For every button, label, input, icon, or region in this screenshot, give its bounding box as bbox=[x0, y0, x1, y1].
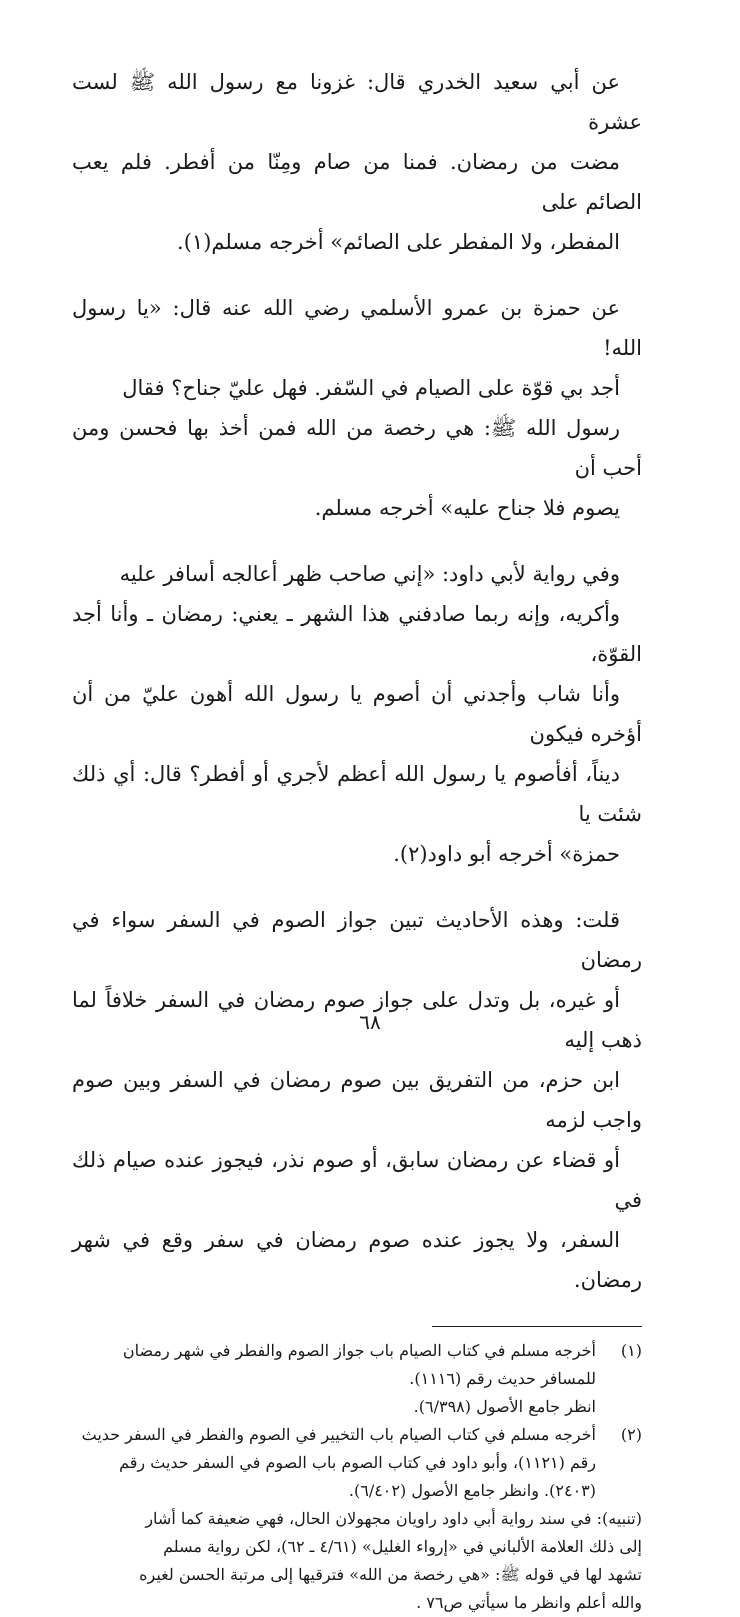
footnote-2 bbox=[72, 1421, 642, 1505]
text-line: المفطر، ولا المفطر على الصائم» أخرجه مسلم(١). bbox=[177, 230, 620, 254]
paragraph-hamza-hadith bbox=[72, 288, 642, 528]
text-line: رسول الله ﷺ: هي رخصة من الله فمن أخذ بها فحسن ومن أحب أن bbox=[72, 416, 642, 480]
text-line: قلت: وهذه الأحاديث تبين جواز الصوم في السفر سواء في رمضان bbox=[72, 908, 642, 972]
text-line: وأنا شاب وأجدني أن أصوم يا رسول الله أهون عليّ من أن أؤخره فيكون bbox=[72, 682, 642, 746]
footnote-line: رقم (١١٢١)، وأبو داود في كتاب الصوم باب الصوم في السفر حديث رقم bbox=[119, 1453, 596, 1472]
footnote-line: تشهد لها في قوله ﷺ: «هي رخصة من الله» فترقيها إلى مرتبة الحسن لغيره bbox=[139, 1565, 642, 1584]
footnotes bbox=[72, 1337, 642, 1617]
paragraph-abu-said-hadith bbox=[72, 62, 642, 262]
footnote-text bbox=[72, 1337, 596, 1421]
text-line: وفي رواية لأبي داود: «إني صاحب ظهر أعالجه أسافر عليه bbox=[119, 562, 620, 586]
footnote-line: للمسافر حديث رقم (١١١٦). bbox=[409, 1369, 596, 1388]
text-line: مضت من رمضان. فمنا من صام ومِنّا من أفطر. فلم يعب الصائم على bbox=[72, 150, 642, 214]
paragraph-abu-dawud-narration bbox=[72, 554, 642, 874]
footnote-line: انظر جامع الأصول (٦/٣٩٨). bbox=[413, 1397, 596, 1416]
footnote-line: أخرجه مسلم في كتاب الصيام باب جواز الصوم والفطر في شهر رمضان bbox=[122, 1341, 596, 1360]
text-line: يصوم فلا جناح عليه» أخرجه مسلم. bbox=[314, 496, 620, 520]
footnote-line: إلى ذلك العلامة الألباني في «إرواء الغليل» (٤/٦١ ـ ٦٢)، لكن رواية مسلم bbox=[163, 1537, 642, 1556]
footnote-number: (٢) bbox=[620, 1425, 642, 1444]
footnote-line: أخرجه مسلم في كتاب الصيام باب التخيير في الصوم والفطر في السفر حديث bbox=[81, 1425, 596, 1444]
footnote-text bbox=[72, 1421, 596, 1505]
footnote-line: (٢٤٠٣). وانظر جامع الأصول (٦/٤٠٢). bbox=[348, 1481, 596, 1500]
text-line: ديناً، أفأصوم يا رسول الله أعظم لأجري أو أفطر؟ قال: أي ذلك شئت يا bbox=[72, 762, 642, 826]
text-line: أجد بي قوّة على الصيام في السّفر. فهل عليّ جناح؟ فقال bbox=[122, 376, 620, 400]
text-line: حمزة» أخرجه أبو داود(٢). bbox=[393, 842, 620, 866]
paragraph-commentary bbox=[72, 900, 642, 1300]
footnote-line: والله أعلم وانظر ما سيأتي ص٧٦ . bbox=[416, 1593, 642, 1612]
text-line: السفر، ولا يجوز عنده صوم رمضان في سفر وقع في شهر رمضان. bbox=[72, 1228, 642, 1292]
footnote-separator bbox=[432, 1326, 642, 1327]
footnote-line: (تنبيه): في سند رواية أبي داود راويان مجهولان الحال، فهي ضعيفة كما أشار bbox=[145, 1509, 642, 1528]
text-line: أو غيره، بل وتدل على جواز صوم رمضان في السفر خلافاً لما ذهب إليه bbox=[72, 988, 642, 1052]
footnote-number: (١) bbox=[620, 1341, 642, 1360]
text-line: ابن حزم، من التفريق بين صوم رمضان في السفر وبين صوم واجب لزمه bbox=[72, 1068, 642, 1132]
text-line: عن أبي سعيد الخدري قال: غزونا مع رسول الله ﷺ لست عشرة bbox=[72, 70, 642, 134]
page-number: ٦٨ bbox=[359, 1010, 381, 1034]
footnote-2-note bbox=[72, 1505, 642, 1617]
text-line: وأكريه، وإنه ربما صادفني هذا الشهر ـ يعني: رمضان ـ وأنا أجد القوّة، bbox=[72, 602, 642, 666]
text-line: عن حمزة بن عمرو الأسلمي رضي الله عنه قال: «يا رسول الله! bbox=[72, 296, 642, 360]
footnote-1 bbox=[72, 1337, 642, 1421]
text-line: أو قضاء عن رمضان سابق، أو صوم نذر، فيجوز عنده صيام ذلك في bbox=[72, 1148, 642, 1212]
